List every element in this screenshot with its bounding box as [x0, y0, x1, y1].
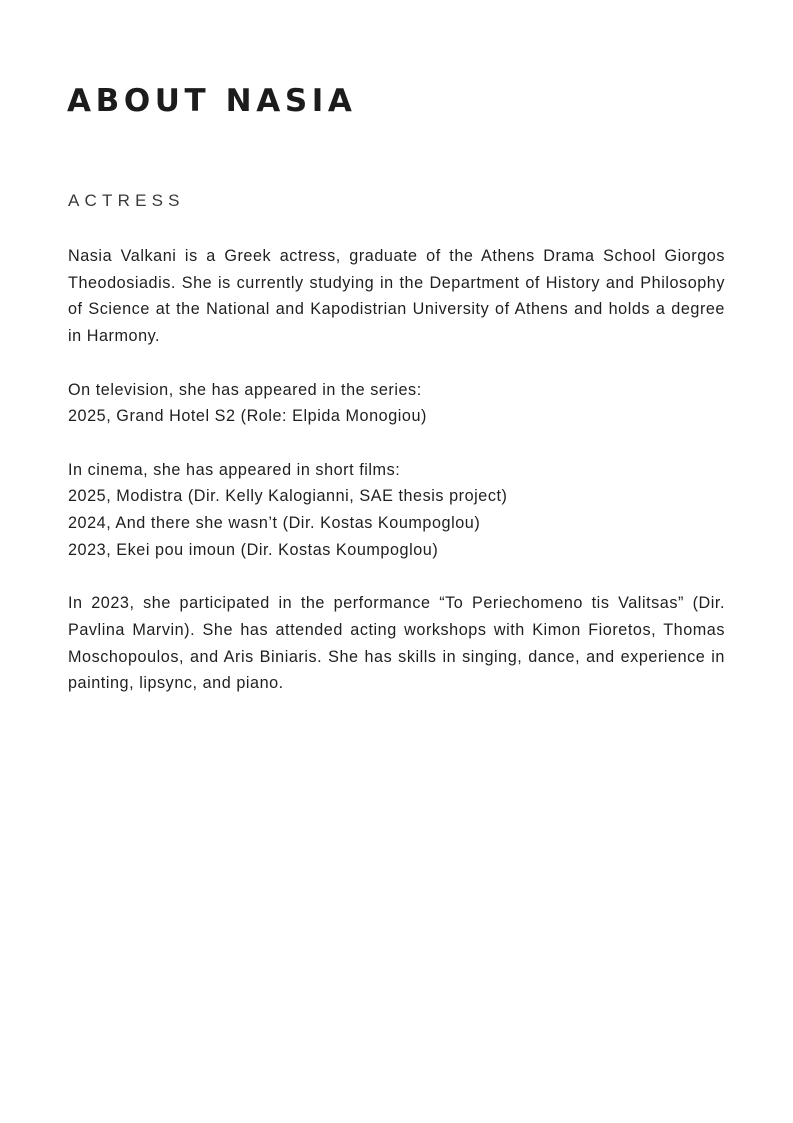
cinema-credit: 2024, And there she wasn’t (Dir. Kostas Koumpoglou) [68, 514, 481, 532]
television-section [68, 377, 725, 430]
cinema-credit: 2025, Modistra (Dir. Kelly Kalogianni, SAE thesis project) [68, 487, 508, 506]
page-title: ABOUT NASIA [67, 83, 357, 119]
television-credit: 2025, Grand Hotel S2 (Role: Elpida Monogiou) [68, 407, 427, 426]
bio-body [68, 243, 725, 724]
cinema-heading: In cinema, she has appeared in short films: [68, 460, 401, 479]
bio-closing-paragraph: In 2023, she participated in the performance “To Periechomeno tis Valitsas” (Dir. Pavlina Marvin). She has attended acting workshops with Kimon Fioretos, Thomas Moschopoulos, and Aris Biniaris. She has skills in singing, dance, and experience in painting, lipsync, and piano. [68, 594, 725, 693]
cinema-section [68, 457, 725, 564]
page-subtitle: ACTRESS [68, 191, 185, 210]
television-heading: On television, she has appeared in the series: [68, 380, 422, 399]
bio-intro-paragraph: Nasia Valkani is a Greek actress, graduate of the Athens Drama School Giorgos Theodosiadis. She is currently studying in the Department of History and Philosophy of Science at the National and Kapodistrian University of Athens and holds a degree in Harmony. [68, 247, 725, 346]
cinema-credit: 2023, Ekei pou imoun (Dir. Kostas Koumpoglou) [68, 540, 439, 559]
